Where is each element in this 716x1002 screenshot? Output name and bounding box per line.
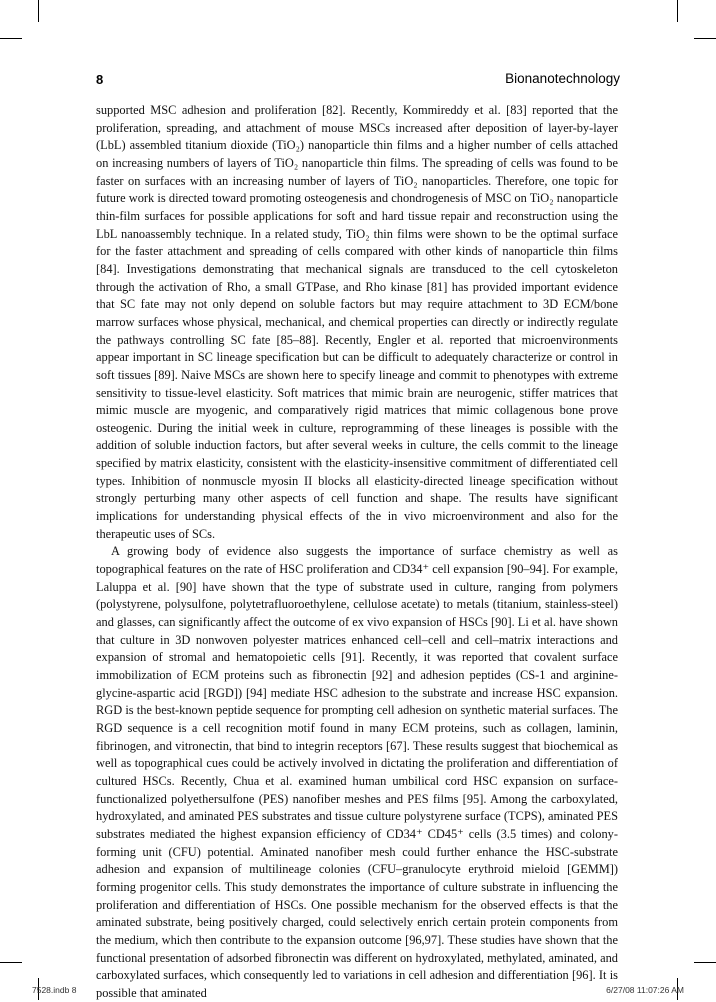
page-number: 8 <box>96 72 104 87</box>
crop-mark <box>677 0 678 22</box>
footer-timestamp: 6/27/08 11:07:26 AM <box>606 985 684 995</box>
paragraph: supported MSC adhesion and proliferation [82]. Recently, Kommireddy et al. [83] reported that the proliferation, spreading, and attachment of mouse MSCs increased after deposition of layer-by-layer (LbL) assembled titanium dioxide (TiO₂) nanoparticle thin films and a higher number of cells attached on increasing numbers of layers of TiO₂ nanoparticle thin films. The spreading of cells was found to be faster on surfaces with an increasing number of layers of TiO₂ nanoparticles. Therefore, one topic for future work is directed toward promoting osteogenesis and chondrogenesis of MSC on TiO₂ nanoparticle thin-film surfaces for possible applications for soft and hard tissue repair and reconstruction using the LbL nanoassembly technique. In a related study, TiO₂ thin films were shown to be the optimal surface for the faster attachment and spreading of cells compared with other kinds of nanoparticle thin films [84]. Investigations demonstrating that mechanical signals are transduced to the cell cytoskeleton through the activation of Rho, a small GTPase, and Rho kinase [81] has provided important evidence that SC fate may not only depend on soluble factors but may require attachment to 3D ECM/bone marrow surfaces whose physical, mechanical, and chemical properties can directly or indirectly regulate the pathways controlling SC fate [85–88]. Recently, Engler et al. reported that microenvironments appear important in SC lineage specification but can be difficult to adequately characterize or control in soft tissues [89]. Naive MSCs are shown here to specify lineage and commit to phenotypes with extreme sensitivity to tissue-level elasticity. Soft matrices that mimic brain are neurogenic, stiffer matrices that mimic muscle are myogenic, and comparatively rigid matrices that mimic collagenous bone prove osteogenic. During the initial week in culture, reprogramming of these lineages is possible with the addition of soluble induction factors, but after several weeks in culture, the cells commit to the lineage specified by matrix elasticity, consistent with the elasticity-insensitive commitment of differentiated cell types. Inhibition of nonmuscle myosin II blocks all elasticity-directed lineage specification without strongly perturbing many other aspects of cell function and shape. The results have significant implications for understanding physical effects of the in vivo microenvironment and also for the therapeutic uses of SCs. <box>96 103 618 541</box>
crop-mark <box>694 962 716 963</box>
crop-mark <box>38 0 39 22</box>
paragraph: A growing body of evidence also suggests the importance of surface chemistry as well as topographical features on the rate of HSC proliferation and CD34⁺ cell expansion [90–94]. For example, Laluppa et al. [90] have shown that the type of substrate used in culture, ranging from polymers (polystyrene, polysulfone, polytetrafluoroethylene, cellulose acetate) to metals (titanium, stainless-steel) and glasses, can significantly affect the outcome of ex vivo expansion of HSCs [90]. Li et al. have shown that culture in 3D nonwoven polyester matrices enhanced cell–cell and cell–matrix interactions and expansion of stromal and hematopoietic cells [91]. Recently, it was reported that covalent surface immobilization of ECM proteins such as fibronectin [92] and adhesion peptides (CS-1 and arginine-glycine-aspartic acid [RGD]) [94] mediate HSC adhesion to the substrate and increase HSC expansion. RGD is the best-known peptide sequence for prompting cell adhesion on synthetic material surfaces. The RGD sequence is a cell recognition motif found in many ECM proteins, such as collagen, laminin, fibrinogen, and vitronectin, that bind to integrin receptors [67]. These results suggest that biochemical as well as topographical cues could be actively involved in dictating the proliferation and differentiation of cultured HSCs. Recently, Chua et al. examined human umbilical cord HSC expansion on surface-functionalized polyethersulfone (PES) nanofiber meshes and PES films [95]. Among the carboxylated, hydroxylated, and aminated PES substrates and tissue culture polystyrene surface (TCPS), aminated PES substrates mediated the highest expansion efficiency of CD34⁺ CD45⁺ cells (3.5 times) and colony-forming unit (CFU) potential. Aminated nanofiber mesh could further enhance the HSC-substrate adhesion and expansion of multilineage colonies (CFU–granulocyte erythroid mieloid [GEMM]) forming progenitor cells. This study demonstrates the importance of culture substrate in influencing the proliferation and differentiation of HSCs. One possible mechanism for the observed effects is that the aminated substrate, being positively charged, could selectively enrich certain protein components from the medium, which then contribute to the expansion outcome [96,97]. These studies have shown that the functional presentation of adsorbed fibronectin was different on hydroxylated, methylated, aminated, and carboxylated surfaces, which consequently led to variations in cell adhesion and differentiation [96]. It is possible that aminated <box>96 544 618 1000</box>
running-title: Bionanotechnology <box>505 71 620 86</box>
body-text <box>96 102 618 1002</box>
crop-mark <box>694 38 716 39</box>
crop-mark <box>0 38 22 39</box>
crop-mark <box>0 962 22 963</box>
footer-file-name: 7528.indb 8 <box>32 985 77 995</box>
